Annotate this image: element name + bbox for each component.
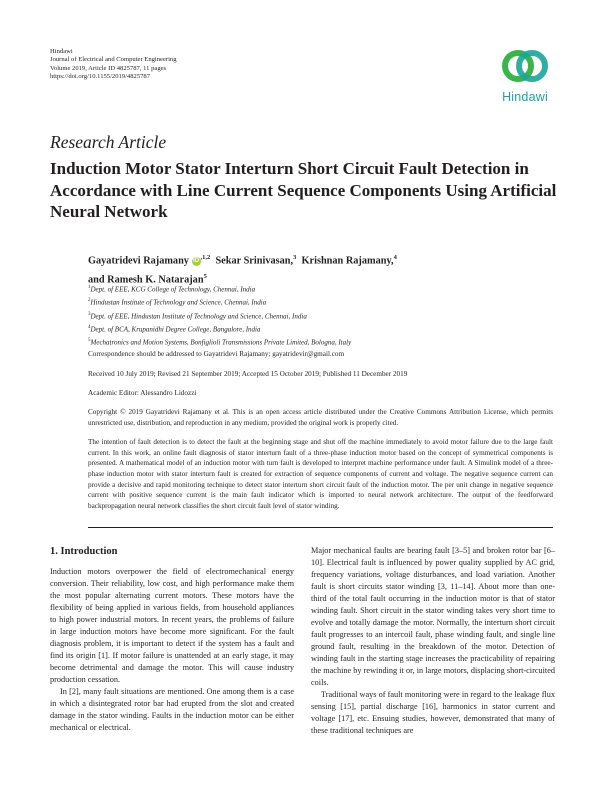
publication-dates: Received 10 July 2019; Revised 21 September 2019; Accepted 15 October 2019; Published 11 December 2019 bbox=[88, 370, 408, 378]
left-column bbox=[50, 566, 294, 734]
paragraph: Major mechanical faults are bearing fault [3–5] and broken rotor bar [6–10]. Electrical fault is influenced by power quality supplied by AC grid, frequency variations, voltage disturbances, and load variation. Another fault is short circuits stator winding [3, 11–14]. About more than one-third of the total fault occurring in the induction motor is that of stator winding fault. Short circuit in the stator winding takes very short time to evolve and totally damage the motor. Normally, the interturn short circuit fault progresses to an intercoil fault, phase winding fault, and single line ground fault, resulting in the breakdown of the motor. Detection of winding fault in the starting stage increases the practicability of repairing the machine by rewinding it or, in large motors, displacing short-circuited coils. bbox=[311, 546, 555, 687]
affiliation-item: $^4$Dept. of BCA, Krupanidhi Degree College, Bangalore, India bbox=[88, 324, 261, 334]
journal-meta bbox=[50, 48, 177, 82]
affiliation-item: $^3$Dept. of EEE, Hindustan Institute of Technology and Science, Chennai, India bbox=[88, 311, 307, 320]
author-name: and Ramesh K. Natarajan bbox=[88, 274, 204, 286]
paragraph: Traditional ways of fault monitoring were in regard to the leakage flux sensing [15], partial discharge [16], harmonics in stator current and voltage [17], etc. Ensuing studies, however, demonstrated that many of these traditional techniques are bbox=[311, 690, 555, 735]
author-affil-sup: 5 bbox=[203, 272, 207, 280]
author-affil-sup: 4 bbox=[393, 254, 397, 261]
author-name: Gayatridevi Rajamany bbox=[88, 255, 189, 267]
doi-link[interactable]: https://doi.org/10.1155/2019/4825787 bbox=[50, 73, 151, 81]
logo-text: Hindawi bbox=[502, 90, 548, 104]
affiliation-item: $^5$Mechatronics and Motion Systems, Bonfiglioli Transmissions Private Limited, Bologna, Italy bbox=[88, 338, 352, 347]
affiliation-item: $^1$Dept. of EEE, KCG College of Technology, Chennai, India bbox=[88, 285, 256, 294]
orcid-icon[interactable]: iD bbox=[193, 258, 200, 265]
right-column bbox=[311, 545, 555, 737]
paragraph: In [2], many fault situations are mentioned. One among them is a case in which a disintegrated rotor bar had erupted from the slot and created damage in the stator winding. Faults in the induction motor can be either mechanical or electrical. bbox=[50, 687, 294, 732]
copyright-notice: Copyright © 2019 Gayatridevi Rajamany et al. This is an open access article distributed under the Creative Commons Attribution License, which permits unrestricted use, distribution, and reproduction in any medium, provided the original work is properly cited. bbox=[88, 408, 553, 427]
abstract: The intention of fault detection is to detect the fault at the beginning stage and shut off the machine immediately to avoid motor failure due to the large fault current. In this work, an online fault diagnosis of stator interturn fault of a three-phase induction motor based on the concept of symmetrical components is presented. A mathematical model of an induction motor with turn fault is developed to interpret machine performance under fault. A Simulink model of a three-phase induction motor with stator interturn fault is created for extraction of sequence components of current and voltage. The negative sequence current can provide a decisive and rapid monitoring technique to detect stator interturn short circuit fault of the induction motor. The per unit change in negative sequence current with positive sequence current is the main fault indicator which is imported to neural network architecture. The output of the feedforward backpropagation neural network classifies the short circuit fault level of stator winding. bbox=[88, 438, 553, 510]
affiliation-item: $^2$Hindustan Institute of Technology and Science, Chennai, India bbox=[88, 298, 267, 307]
paragraph: Induction motors overpower the field of electromechanical energy conversion. Their reliability, low cost, and high performance make them the most popular alternating current motors. These motors have the flexibility of being applied in various fields, from household appliances to high power industrial motors. In recent years, the problems of failure in large induction motors have become more significant. For the fault diagnosis problem, it is important to detect if the system has a fault and find its origin [1]. If motor failure is unattended at an early stage, it may become detrimental and damage the motor. This will cause industry production cessation. bbox=[50, 567, 294, 684]
author-affil-sup: ,1,2 bbox=[200, 254, 211, 261]
section-heading: 1. Introduction bbox=[50, 546, 118, 557]
journal-name: Journal of Electrical and Computer Engineering bbox=[50, 56, 177, 64]
academic-editor: Academic Editor: Alessandro Lidozzi bbox=[88, 389, 197, 397]
author-name: Sekar Srinivasan, bbox=[215, 255, 294, 267]
article-type: Research Article bbox=[50, 132, 167, 152]
paper-title: Induction Motor Stator Interturn Short Circuit Fault Detection in Accordance with Line Current Sequence Components Using Artificial Neural Network bbox=[50, 159, 557, 221]
correspondence: Correspondence should be addressed to Gayatridevi Rajamany; gayatridevir@gmail.com bbox=[88, 350, 345, 358]
divider bbox=[88, 527, 553, 528]
author-name: Krishnan Rajamany, bbox=[301, 255, 394, 267]
affiliations bbox=[88, 282, 548, 349]
publisher-name: Hindawi bbox=[50, 48, 73, 55]
volume-line: Volume 2019, Article ID 4825787, 11 pages bbox=[50, 64, 167, 72]
author-affil-sup: 3 bbox=[293, 254, 297, 261]
